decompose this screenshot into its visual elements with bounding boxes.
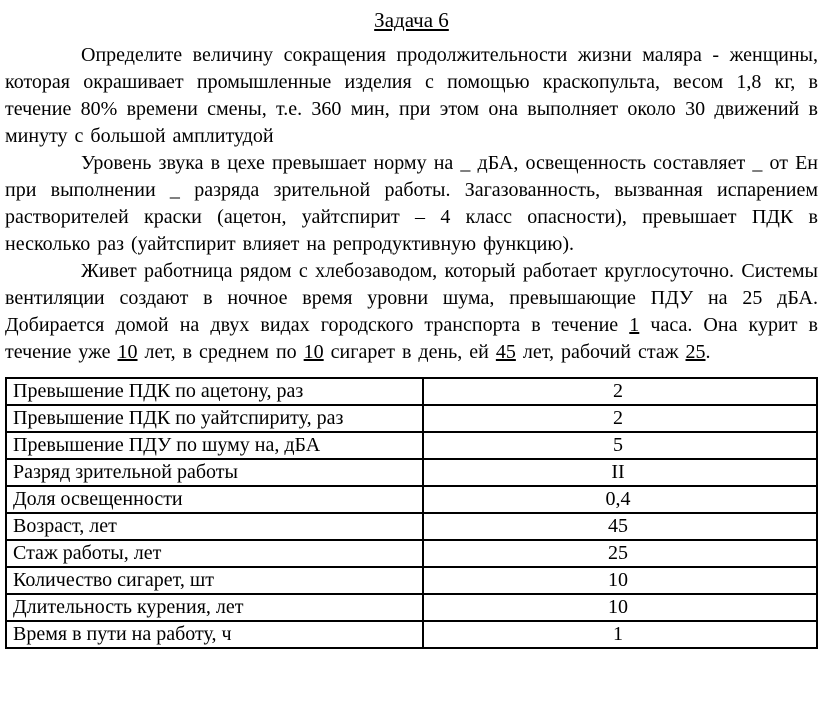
parameter-label: Количество сигарет, шт	[6, 567, 423, 594]
parameters-table-body	[6, 378, 817, 648]
parameter-value: 10	[423, 594, 817, 621]
parameter-label: Стаж работы, лет	[6, 540, 423, 567]
underlined-value: 25	[685, 341, 706, 363]
paragraph-living-conditions	[5, 258, 818, 366]
underlined-value: 45	[495, 341, 516, 363]
table-row	[6, 540, 817, 567]
text-segment: сигарет в день, ей	[323, 341, 496, 363]
table-row	[6, 513, 817, 540]
text-segment: часа. Она курит в течение уже	[5, 314, 818, 363]
paragraph-task-description: Определите величину сокращения продолжительности жизни маляра - женщины, которая окрашивает промышленные изделия с помощью краскопульта, весом 1,8 кг, в течение 80% времени смены, т.е. 360 мин, при этом она выполняет около 30 движений в минуту с большой амплитудой	[5, 44, 818, 147]
underlined-value: 1	[629, 314, 640, 336]
page-title: Задача 6	[374, 8, 449, 32]
table-row	[6, 432, 817, 459]
table-row	[6, 486, 817, 513]
text-segment: .	[705, 341, 711, 363]
parameter-value: 25	[423, 540, 817, 567]
parameter-value: 0,4	[423, 486, 817, 513]
parameter-value: 5	[423, 432, 817, 459]
text-segment: Живет работница рядом с хлебозаводом, который работает круглосуточно. Системы вентиляции создают в ночное время уровни шума, превышающие ПДУ на 25 дБА. Добирается домой на двух видах городского транспорта в течение	[5, 260, 818, 336]
text-segment: лет, в среднем по	[137, 341, 304, 363]
parameter-value: 1	[423, 621, 817, 648]
paragraph-work-conditions: Уровень звука в цехе превышает норму на _ дБА, освещенность составляет _ от Ен при выполнении _ разряда зрительной работы. Загазованность, вызванная испарением растворителей краски (ацетон, уайтспирит – 4 класс опасности), превышает ПДК в несколько раз (уайтспирит влияет на репродуктивную функцию).	[5, 152, 818, 255]
table-row	[6, 567, 817, 594]
parameter-value: 2	[423, 378, 817, 405]
table-row	[6, 405, 817, 432]
parameter-value: II	[423, 459, 817, 486]
parameter-label: Длительность курения, лет	[6, 594, 423, 621]
parameters-table	[5, 377, 818, 649]
underlined-value: 10	[303, 341, 324, 363]
table-row	[6, 594, 817, 621]
parameter-label: Возраст, лет	[6, 513, 423, 540]
table-row	[6, 378, 817, 405]
underlined-value: 10	[117, 341, 138, 363]
parameter-label: Доля освещенности	[6, 486, 423, 513]
text-segment: лет, рабочий стаж	[515, 341, 686, 363]
table-row	[6, 459, 817, 486]
parameter-label: Превышение ПДК по ацетону, раз	[6, 378, 423, 405]
parameter-label: Время в пути на работу, ч	[6, 621, 423, 648]
parameter-value: 2	[423, 405, 817, 432]
parameter-label: Превышение ПДУ по шуму на, дБА	[6, 432, 423, 459]
parameter-value: 10	[423, 567, 817, 594]
table-row	[6, 621, 817, 648]
parameter-label: Разряд зрительной работы	[6, 459, 423, 486]
parameter-label: Превышение ПДК по уайтспириту, раз	[6, 405, 423, 432]
parameter-value: 45	[423, 513, 817, 540]
